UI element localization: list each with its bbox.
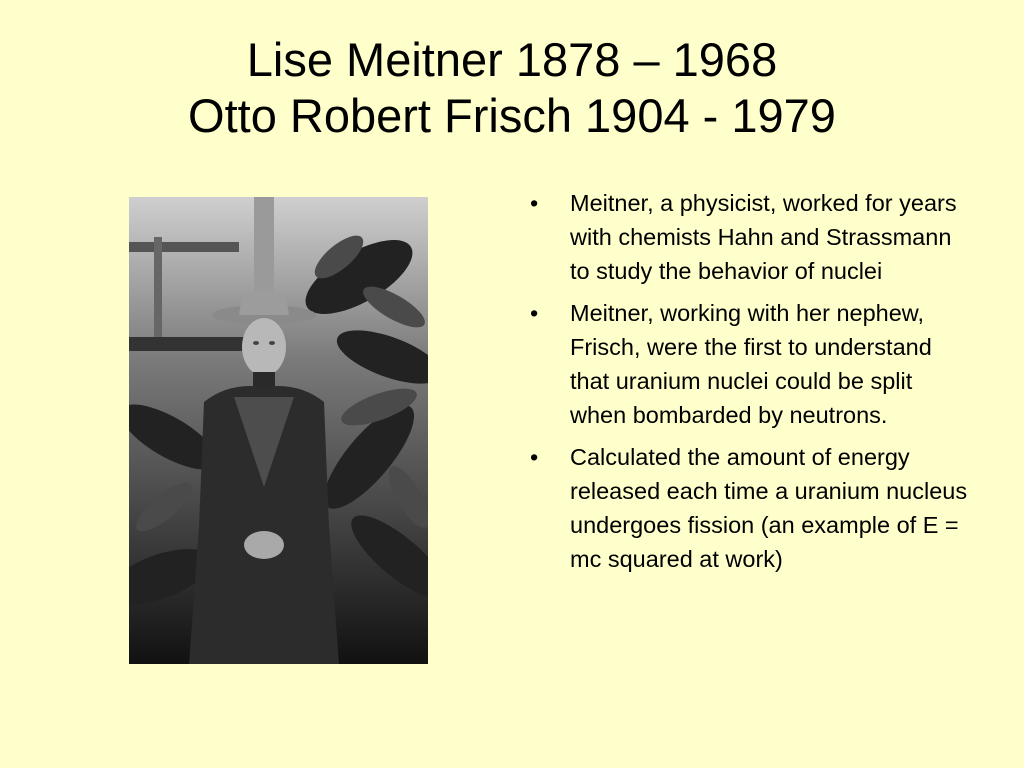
portrait-photo [129, 197, 428, 664]
title-line-1: Lise Meitner 1878 – 1968 [246, 33, 778, 86]
title-line-2: Otto Robert Frisch 1904 - 1979 [188, 89, 836, 142]
bullet-item [530, 440, 970, 576]
bullet-text: Calculated the amount of energy released each time a uranium nucleus undergoes fission (an example of E = mc squared at work) [570, 444, 968, 572]
bullet-item [530, 186, 970, 288]
bullet-dot-icon: • [530, 300, 539, 326]
bullet-dot-icon: • [530, 190, 539, 216]
bullet-text: Meitner, working with her nephew, Frisch, were the first to understand that uranium nuclei could be split when bombarded by neutrons. [570, 300, 932, 428]
slide-title [0, 32, 1024, 144]
bullet-dot-icon: • [530, 444, 539, 470]
portrait-photo-drawing [129, 197, 428, 664]
bullet-item [530, 296, 970, 432]
bullet-text: Meitner, a physicist, worked for years with chemists Hahn and Strassmann to study the behavior of nuclei [570, 190, 957, 284]
bullet-list [530, 186, 970, 584]
